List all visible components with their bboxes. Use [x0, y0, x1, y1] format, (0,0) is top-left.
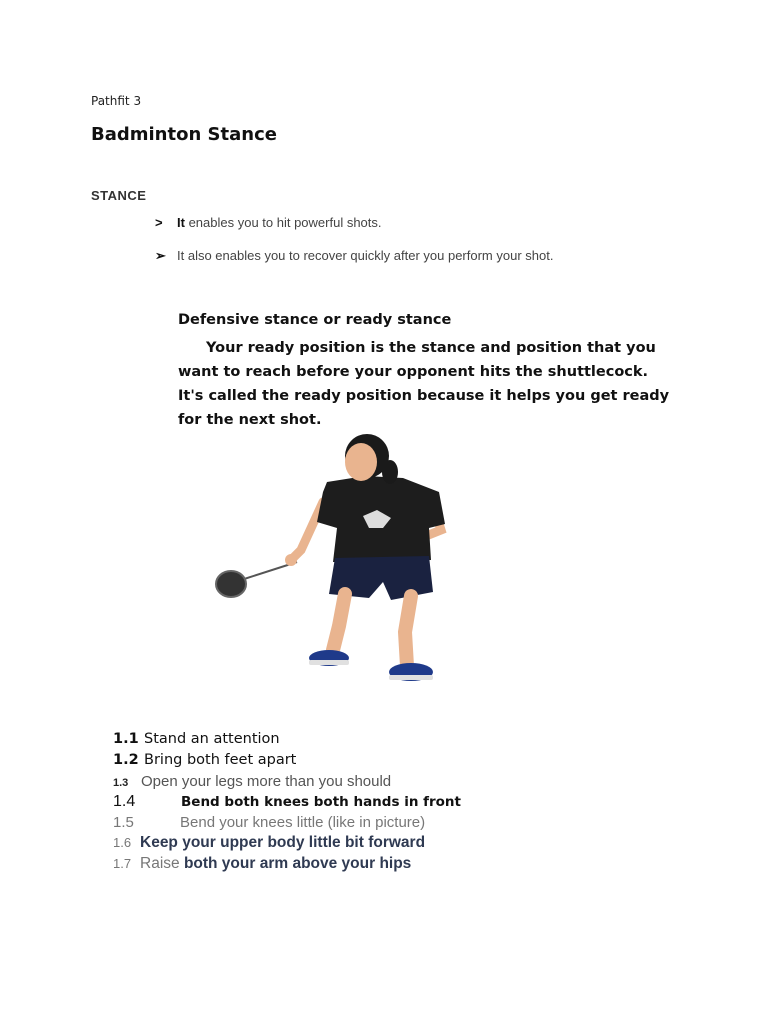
step-item: [113, 793, 461, 811]
step-item: [113, 731, 280, 747]
player-face: [345, 443, 377, 481]
step-item: [113, 814, 425, 831]
bullet-text: enables you to hit powerful shots.: [184, 215, 382, 230]
right-shoe-sole: [389, 675, 433, 680]
player-ponytail: [382, 460, 398, 484]
bullet-item: [155, 215, 382, 230]
step-text: Bend your knees little (like in picture): [180, 814, 426, 831]
step-number: 1.1: [113, 731, 139, 747]
player-right-leg: [405, 596, 411, 666]
step-text: Bend both knees both hands in front: [181, 794, 461, 810]
step-text: both your arm above your hips: [183, 855, 412, 872]
player-left-arm: [291, 502, 323, 560]
player-left-hand: [285, 554, 297, 566]
step-number: 1.2: [113, 752, 139, 768]
step-prefix: Raise: [140, 855, 184, 872]
course-label: Pathfit 3: [91, 94, 142, 108]
step-number: 1.5: [113, 814, 134, 831]
step-text: Open your legs more than you should: [141, 773, 392, 790]
page-title: Badminton Stance: [91, 124, 277, 145]
step-number: 1.6: [113, 835, 132, 850]
racket-head: [216, 571, 246, 597]
step-number: 1.4: [113, 793, 136, 810]
bullet-lead: It: [177, 215, 185, 230]
bullet-text: It also enables you to recover quickly after you perform your shot.: [177, 248, 554, 263]
arrow-bullet-icon: >: [155, 215, 163, 230]
section-heading: STANCE: [91, 188, 147, 203]
player-left-leg: [333, 594, 345, 650]
step-text: Stand an attention: [144, 731, 280, 747]
badminton-player-illustration: [205, 432, 465, 692]
defensive-paragraph: Your ready position is the stance and position that you want to reach before your opponent hits the shuttlecock. It's called the ready position because it helps you get ready for the next shot.: [178, 340, 670, 428]
arrow-bullet-icon: ➢: [155, 248, 166, 263]
step-number: 1.3: [113, 777, 129, 789]
step-item: [113, 752, 296, 768]
step-text: Bring both feet apart: [144, 752, 297, 768]
step-text: Keep your upper body little bit forward: [140, 834, 426, 851]
defensive-heading: Defensive stance or ready stance: [178, 312, 452, 328]
step-item: [113, 773, 391, 790]
step-item: [113, 834, 425, 852]
left-shoe-sole: [309, 660, 349, 665]
bullet-item: [155, 248, 553, 264]
step-item: [113, 855, 411, 873]
step-number: 1.7: [113, 856, 132, 871]
